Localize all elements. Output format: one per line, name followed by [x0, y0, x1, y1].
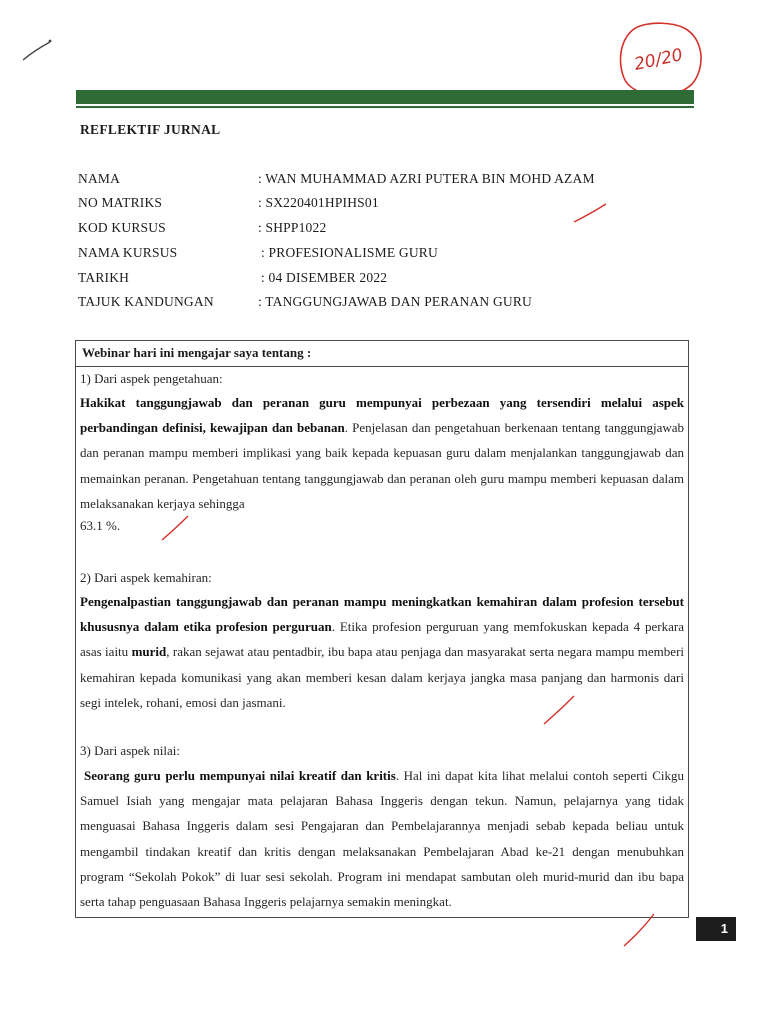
section-stat: 63.1 %. [80, 518, 121, 533]
section-highlight: murid [131, 644, 167, 660]
field-label-nama: NAMA [78, 171, 121, 186]
section-text: . Penjelasan dan pengetahuan berkenaan tentang tanggungjawab dan peranan mampu memberi implikasi yang baik kepada kepuasan guru dalam menjalankan tanggungjawab dan memainkan peranan. Pengetahuan tentang tanggungjawab dan peranan oleh guru mampu memberi kepuasan dalam melaksanakan kerjaya sehingga [80, 420, 684, 511]
box-header: Webinar hari ini mengajar saya tentang : [82, 345, 312, 360]
check-mark-icon [570, 200, 610, 226]
field-value-kod-kursus: : SHPP1022 [258, 220, 327, 235]
section-text: . Etika profesion perguruan yang memfokuskan kepada 4 perkara asas iaitu [80, 619, 684, 660]
field-label-kod-kursus: KOD KURSUS [78, 220, 166, 235]
page-number: 1 [696, 917, 736, 941]
grade-score: 20/20 [632, 45, 685, 75]
box-divider [75, 366, 689, 367]
header-bar-underline [76, 106, 694, 108]
section-text: . Hal ini dapat kita lihat melalui contoh seperti Cikgu Samuel Isiah yang mengajar mata pelajaran Bahasa Inggeris dengan tekun. Namun, pelajarnya yang tidak menguasai Bahasa Inggeris dalam sesi Pengajaran dan Pembelajarannya menjadi sebab kepada beliau untuk mengambil tindakan kreatif dan kritis dengan melaksanakan Pembelajaran Abad ke-21 dengan menubuhkan program “Sekolah Pokok” di luar sesi sekolah. Program ini mendapat sambutan oleh murid-murid dan ibu bapa serta tahap penguasaan Bahasa Inggeris pelajarnya semakin meningkat. [80, 768, 684, 910]
section-highlight: Seorang guru perlu mempunyai nilai kreatif dan kritis [84, 768, 396, 783]
field-value-tajuk-kandungan: : TANGGUNGJAWAB DAN PERANAN GURU [258, 294, 532, 309]
pen-stroke-topleft [20, 36, 54, 66]
section-body-nilai [80, 763, 684, 914]
section-highlight: Pengenalpastian tanggungjawab dan peranan mampu meningkatkan kemahiran dalam profesion tersebut khususnya dalam etika profesion perguruan [80, 594, 684, 635]
section-title-kemahiran: 2) Dari aspek kemahiran: [80, 570, 212, 585]
field-value-tarikh: : 04 DISEMBER 2022 [261, 270, 388, 285]
section-highlight: Hakikat tanggungjawab dan peranan guru mempunyai perbezaan yang tersendiri melalui aspek perbandingan definisi, kewajipan dan bebanan [80, 395, 684, 436]
document-title: REFLEKTIF JURNAL [80, 122, 221, 137]
field-label-tajuk-kandungan: TAJUK KANDUNGAN [78, 294, 214, 309]
field-label-tarikh: TARIKH [78, 270, 130, 285]
section-body-kemahiran [80, 589, 684, 715]
section-body-pengetahuan [80, 390, 684, 516]
section-text: , rakan sejawat atau pentadbir, ibu bapa atau penjaga dan masyarakat serta negara mampu memberi kemahiran kepada komunikasi yang akan memberi kesan dalam kerjaya jangka masa panjang dan harmonis dari segi intelek, rohani, emosi dan jasmani. [80, 644, 685, 710]
field-label-no-matriks: NO MATRIKS [78, 195, 163, 210]
field-value-no-matriks: : SX220401HPIHS01 [258, 195, 379, 210]
section-title-nilai: 3) Dari aspek nilai: [80, 743, 180, 758]
section-title-pengetahuan: 1) Dari aspek pengetahuan: [80, 371, 223, 386]
field-value-nama: : WAN MUHAMMAD AZRI PUTERA BIN MOHD AZAM [258, 171, 595, 186]
field-value-nama-kursus: : PROFESIONALISME GURU [261, 245, 438, 260]
header-bar [76, 90, 694, 104]
field-label-nama-kursus: NAMA KURSUS [78, 245, 178, 260]
